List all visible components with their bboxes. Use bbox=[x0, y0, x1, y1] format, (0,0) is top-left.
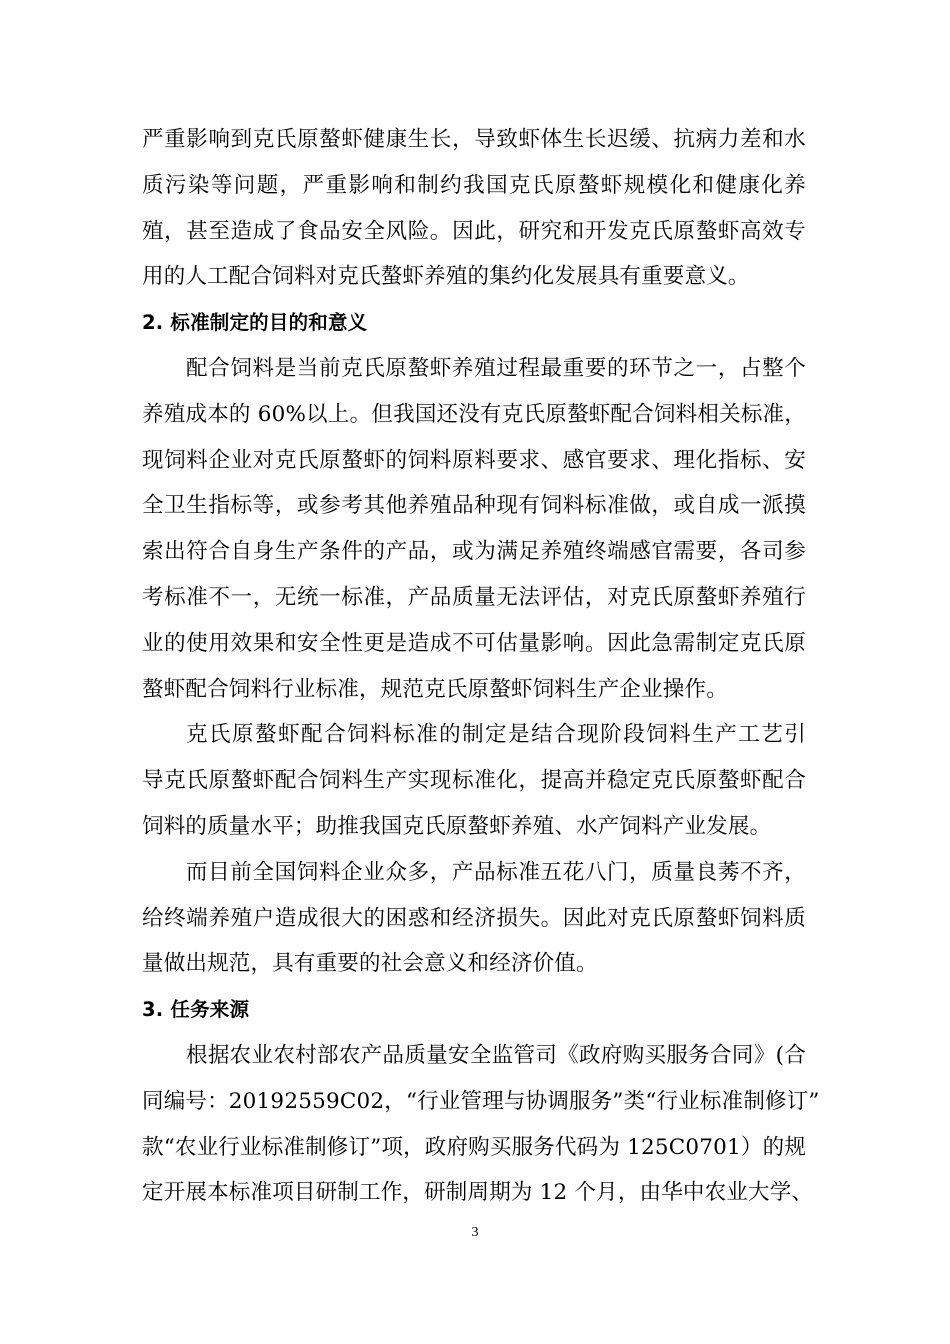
text-line: 而目前全国饲料企业众多，产品标准五花八门，质量良莠不齐， bbox=[186, 859, 806, 885]
text-line: 殖，甚至造成了食品安全风险。因此，研究和开发克氏原螯虾高效专 bbox=[142, 218, 806, 244]
document-body bbox=[142, 117, 820, 1216]
paragraph bbox=[142, 850, 806, 987]
text-line: 定开展本标准项目研制工作，研制周期为 12 个月，由华中农业大学、 bbox=[142, 1180, 814, 1206]
text-line: 索出符合自身生产条件的产品，或为满足养殖终端感官需要，各司参 bbox=[142, 539, 806, 565]
paragraph bbox=[142, 346, 806, 712]
text-line: 量做出规范，具有重要的社会意义和经济价值。 bbox=[142, 951, 598, 977]
text-line: 配合饲料是当前克氏原螯虾养殖过程最重要的环节之一，占整个 bbox=[186, 355, 806, 381]
paragraph bbox=[142, 712, 806, 849]
text-line: 饲料的质量水平；助推我国克氏原螯虾养殖、水产饲料产业发展。 bbox=[142, 813, 772, 839]
text-line: 款“农业行业标准制修订”项，政府购买服务代码为 125C0701）的规 bbox=[142, 1134, 807, 1160]
text-line: 质污染等问题，严重影响和制约我国克氏原螯虾规模化和健康化养 bbox=[142, 172, 806, 198]
heading-text: 2. 标准制定的目的和意义 bbox=[142, 311, 368, 335]
text-line: 全卫生指标等，或参考其他养殖品种现有饲料标准做，或自成一派摸 bbox=[142, 493, 806, 519]
text-line: 根据农业农村部农产品质量安全监管司《政府购买服务合同》(合 bbox=[186, 1042, 806, 1068]
text-line: 养殖成本的 60%以上。但我国还没有克氏原螯虾配合饲料相关标准， bbox=[142, 401, 806, 427]
text-line: 螯虾配合饲料行业标准，规范克氏原螯虾饲料生产企业操作。 bbox=[142, 676, 728, 702]
text-line: 业的使用效果和安全性更是造成不可估量影响。因此急需制定克氏原 bbox=[142, 630, 806, 656]
text-line: 用的人工配合饲料对克氏螯虾养殖的集约化发展具有重要意义。 bbox=[142, 264, 750, 290]
page-number: 3 bbox=[471, 1225, 479, 1240]
text-line: 考标准不一，无统一标准，产品质量无法评估，对克氏原螯虾养殖行 bbox=[142, 584, 806, 610]
text-line: 现饲料企业对克氏原螯虾的饲料原料要求、感官要求、理化指标、安 bbox=[142, 447, 806, 473]
paragraph bbox=[142, 117, 806, 300]
text-line: 克氏原螯虾配合饲料标准的制定是结合现阶段饲料生产工艺引 bbox=[186, 722, 806, 748]
paragraph bbox=[142, 1033, 820, 1216]
section-heading bbox=[142, 300, 806, 346]
section-heading bbox=[142, 987, 806, 1033]
text-line: 导克氏原螯虾配合饲料生产实现标准化，提高并稳定克氏原螯虾配合 bbox=[142, 768, 806, 794]
text-line: 同编号：20192559C02，“行业管理与协调服务”类“行业标准制修订” bbox=[142, 1088, 820, 1114]
text-line: 严重影响到克氏原螯虾健康生长，导致虾体生长迟缓、抗病力差和水 bbox=[142, 127, 806, 152]
text-line: 给终端养殖户造成很大的困惑和经济损失。因此对克氏原螯虾饲料质 bbox=[142, 905, 806, 931]
heading-text: 3. 任务来源 bbox=[142, 998, 250, 1022]
